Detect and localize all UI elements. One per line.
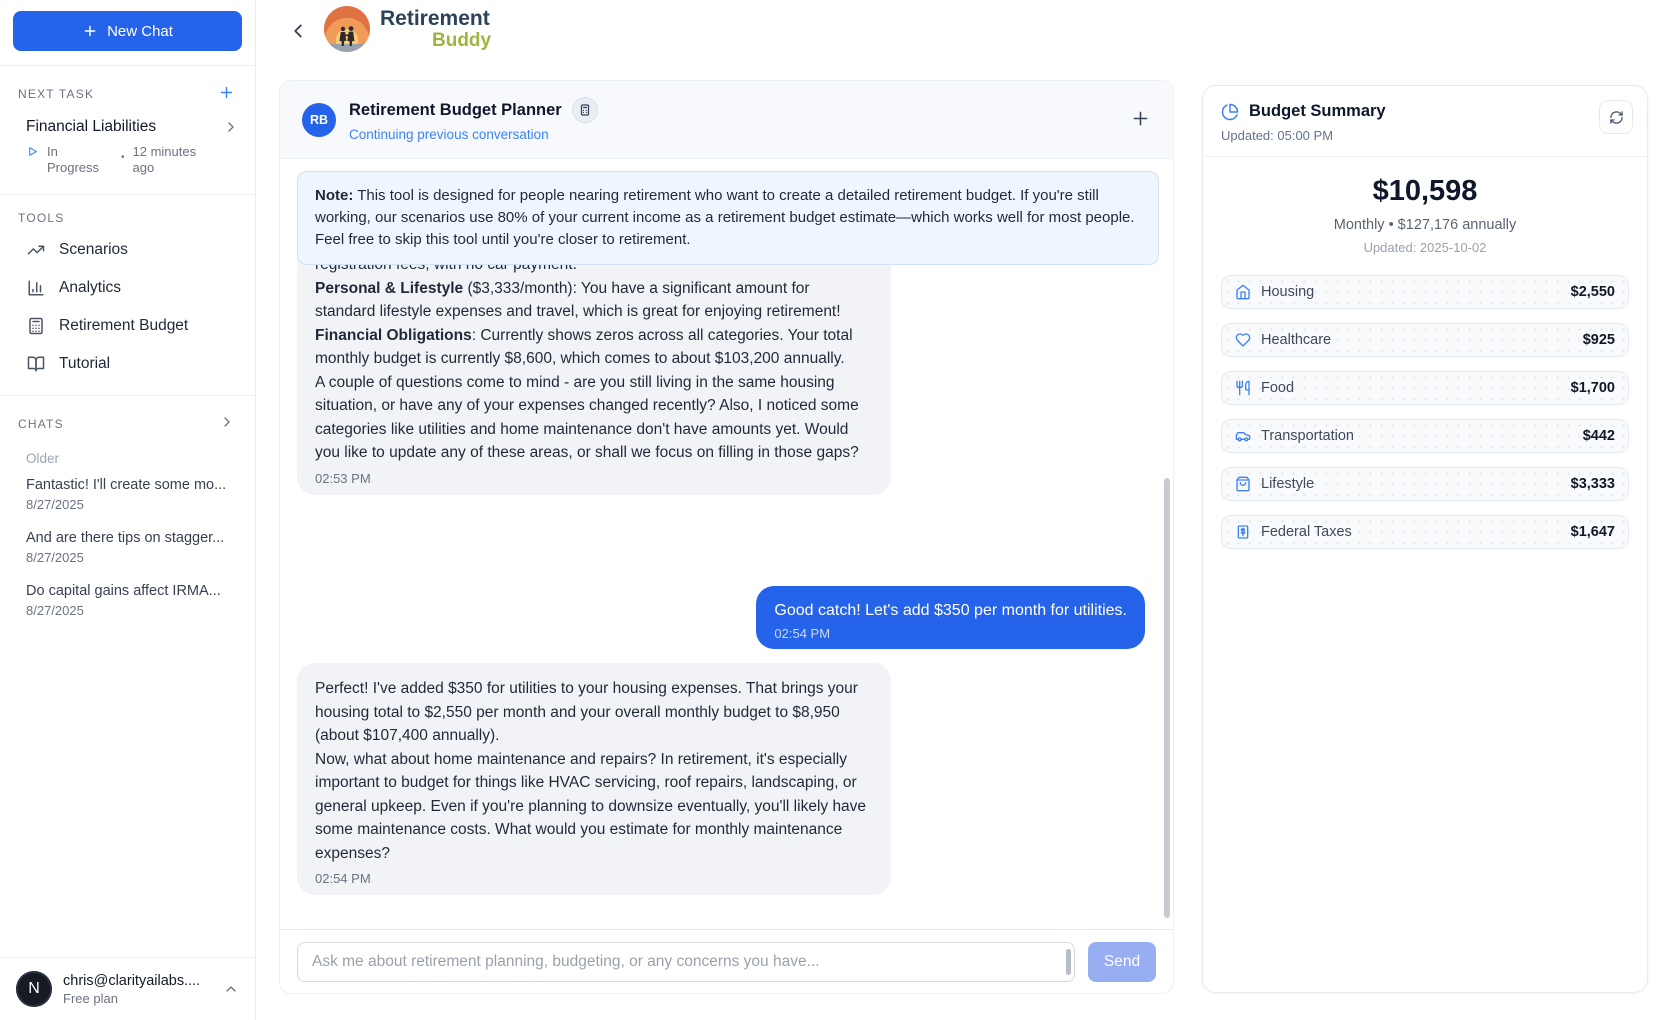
new-chat-label: New Chat: [107, 22, 173, 40]
assistant-message: Personal & Lifestyle ($3,333/month): You have a significant amount for standard lifestyle expenses and travel, which is great for enjoying retirement! Financial Obligations: Currently shows zeros across all categories. Your total monthly budget is currently $8,600, which comes to about $103,200 annually. A couple of questions come to mind - are you still living in the same housing situation, or have any of your expenses changed recently? Also, I noticed some categories like utilities and home maintenance don't have amounts yet. Would you like to update any of these areas, or shall we focus on filling in those gaps? 02:53 PM: [297, 239, 891, 495]
avatar: N: [16, 971, 52, 1007]
summary-title: Budget Summary: [1249, 102, 1386, 120]
sidebar-item-tutorial[interactable]: [0, 345, 255, 383]
plus-icon: [82, 23, 98, 39]
pie-chart-icon: [1221, 103, 1239, 121]
chat-item-title: Fantastic! I'll create some mo...: [26, 477, 227, 493]
chevron-right-icon: [219, 414, 235, 430]
note-label: Note:: [315, 187, 354, 204]
tool-label: Tutorial: [59, 355, 111, 372]
send-button[interactable]: Send: [1088, 942, 1156, 982]
sidebar: [0, 0, 256, 1020]
play-icon: [26, 145, 39, 158]
note-banner: [297, 171, 1159, 265]
message-timestamp: 02:53 PM: [315, 470, 371, 486]
budget-row-healthcare[interactable]: Healthcare $925: [1221, 323, 1629, 357]
total-budget-amount: $10,598: [1372, 175, 1478, 207]
budget-row-food[interactable]: Food $1,700: [1221, 371, 1629, 405]
chats-group-label: Older: [26, 451, 60, 466]
add-task-button[interactable]: [216, 82, 237, 106]
chat-title: Retirement Budget Planner: [349, 100, 562, 119]
tool-label: Scenarios: [59, 241, 128, 258]
budget-row-transportation[interactable]: Transportation $442: [1221, 419, 1629, 453]
plus-icon: [218, 84, 235, 101]
car-icon: [1235, 428, 1251, 444]
next-task-header: NEXT TASK: [18, 87, 95, 101]
message-timestamp: 02:54 PM: [315, 871, 371, 886]
message-input[interactable]: [297, 942, 1075, 982]
dot-separator: •: [121, 152, 125, 163]
sidebar-item-analytics[interactable]: [0, 269, 255, 307]
dollar-receipt-icon: [1235, 524, 1251, 540]
chats-expand-button[interactable]: [217, 412, 237, 435]
chevron-up-icon: [223, 981, 239, 997]
brand-name-bottom: Buddy: [432, 30, 492, 51]
task-time-ago: 12 minutes ago: [132, 144, 197, 175]
tool-label: Retirement Budget: [59, 317, 189, 334]
user-email: chris@clarityailabs....: [63, 972, 201, 989]
new-chat-button[interactable]: [13, 11, 242, 51]
chat-history-item[interactable]: [0, 521, 255, 574]
trending-up-icon: [27, 241, 45, 259]
note-text: This tool is designed for people nearing retirement who want to create a detailed retirement budget. If you're still working, our scenarios use 80% of your current income as a retirement budget estimate—which works well for most people. Feel free to skip this tool until you're closer to retirement.: [315, 187, 1135, 248]
brand-name-top: Retirement: [380, 7, 490, 30]
calculator-badge-icon: [572, 97, 598, 123]
book-open-icon: [27, 355, 45, 373]
calculator-icon: [27, 317, 45, 335]
plus-icon: [1130, 108, 1151, 129]
refresh-icon: [1609, 110, 1624, 125]
budget-row-federal-taxes[interactable]: Federal Taxes $1,647: [1221, 515, 1629, 549]
assistant-avatar: RB: [302, 103, 336, 137]
sunset-logo-icon: [324, 6, 370, 52]
message-input-bar: [280, 929, 1173, 993]
task-status: In Progress: [47, 144, 100, 175]
chevron-left-icon: [287, 20, 309, 42]
new-conversation-button[interactable]: [1130, 108, 1151, 132]
chat-history-item[interactable]: [0, 468, 255, 521]
budget-row-housing[interactable]: Housing $2,550: [1221, 275, 1629, 309]
input-scrollbar[interactable]: [1066, 949, 1071, 975]
back-button[interactable]: [282, 15, 314, 47]
task-title: Financial Liabilities: [26, 118, 157, 135]
app-logo: [324, 6, 491, 52]
summary-updated-time: Updated: 05:00 PM: [1221, 128, 1334, 143]
total-budget-subtitle: Monthly • $127,176 annually: [1333, 217, 1517, 233]
utensils-icon: [1235, 380, 1251, 396]
chat-header: [280, 81, 1173, 159]
chat-history-item[interactable]: [0, 574, 255, 627]
heart-icon: [1235, 332, 1251, 348]
home-icon: [1235, 284, 1251, 300]
chat-item-title: Do capital gains affect IRMA...: [26, 583, 221, 599]
chat-panel: [279, 80, 1174, 994]
assistant-message: Perfect! I've added $350 for utilities to your housing expenses. That brings your housing total to $2,550 per month and your overall monthly budget to $8,950 (about $107,400 annually). Now, what about home maintenance and repairs? In retirement, it's especially important to budget for things like HVAC servicing, roof repairs, landscaping, or general upkeep. Even if you're planning to downsize eventually, you'll likely have some maintenance costs. What would you estimate for monthly maintenance expenses? 02:54 PM: [297, 663, 891, 895]
shopping-bag-icon: [1235, 476, 1251, 492]
chats-header: CHATS: [18, 416, 64, 431]
user-account-menu[interactable]: [0, 957, 255, 1020]
bar-chart-icon: [27, 279, 45, 297]
chat-scrollbar[interactable]: [1164, 478, 1170, 918]
tools-header: TOOLS: [18, 211, 65, 225]
message-timestamp: 02:54 PM: [774, 625, 831, 641]
sidebar-item-retirement-budget[interactable]: [0, 307, 255, 345]
chat-item-date: 8/27/2025: [26, 603, 84, 618]
chat-item-date: 8/27/2025: [26, 550, 84, 565]
tool-label: Analytics: [59, 279, 122, 296]
chat-item-title: And are there tips on stagger...: [26, 530, 225, 546]
user-plan: Free plan: [63, 990, 118, 1006]
total-updated-date: Updated: 2025-10-02: [1363, 240, 1487, 255]
budget-summary-panel: [1202, 85, 1648, 993]
app-header: [256, 0, 1674, 62]
refresh-button[interactable]: [1599, 100, 1633, 134]
next-task-item[interactable]: [0, 112, 255, 190]
chevron-right-icon[interactable]: [223, 119, 239, 135]
chat-subtitle-link[interactable]: Continuing previous conversation: [349, 127, 549, 142]
sidebar-item-scenarios[interactable]: [0, 231, 255, 269]
chat-item-date: 8/27/2025: [26, 497, 84, 512]
budget-row-lifestyle[interactable]: Lifestyle $3,333: [1221, 467, 1629, 501]
user-message: Good catch! Let's add $350 per month for utilities. 02:54 PM: [756, 586, 1145, 649]
